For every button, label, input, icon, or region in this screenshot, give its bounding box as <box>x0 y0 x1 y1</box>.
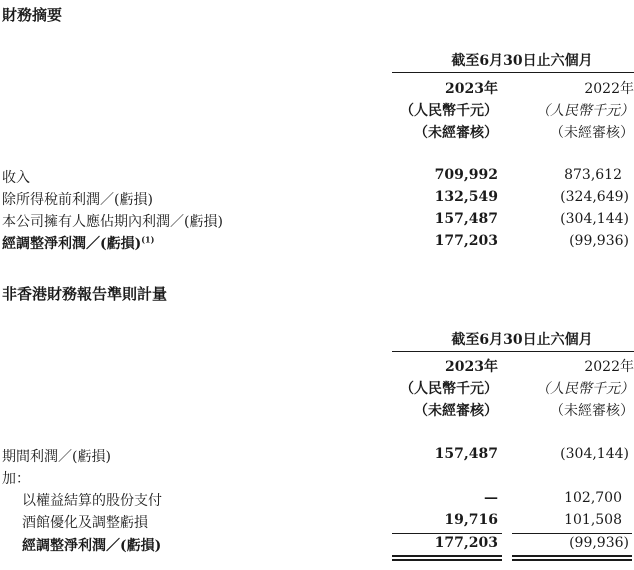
total-double-rule-2023-b <box>392 559 502 561</box>
row-value-2022-adjusted-net-profit: (99,936) <box>569 233 629 249</box>
col-2022-year-2: 2022年 <box>584 359 634 375</box>
row-value-2022-adjusted-net-profit-2: (99,936) <box>569 535 629 551</box>
col-2023-currency-2: （人民幣千元） <box>400 381 498 397</box>
col-2022-audit: （未經審核） <box>550 125 634 141</box>
row-label-period-profit: 期間利潤／(虧損) <box>2 449 111 465</box>
col-2023-audit: （未經審核） <box>414 125 498 141</box>
subtotal-rule-2023 <box>392 533 502 534</box>
col-2023-audit-2: （未經審核） <box>414 403 498 419</box>
row-label-profit-attributable: 本公司擁有人應佔期內利潤／(虧損) <box>2 214 223 230</box>
row-value-2022-revenue: 873,612 <box>564 167 622 183</box>
row-label-add: 加： <box>2 471 30 487</box>
row-value-2023-profit-before-tax: 132,549 <box>434 189 498 205</box>
row-value-2023-adjusted-net-profit-2: 177,203 <box>434 535 498 551</box>
row-value-2022-tavern-optimization-loss: 101,508 <box>564 512 622 528</box>
col-2022-currency: （人民幣千元） <box>536 103 634 119</box>
section-title-financial-summary: 財務摘要 <box>2 6 63 24</box>
period-header-2: 截至6月30日止六個月 <box>451 332 593 348</box>
row-value-2022-period-profit: (304,144) <box>560 446 629 462</box>
col-2022-currency-2: （人民幣千元） <box>536 381 634 397</box>
period-header-rule <box>392 72 634 73</box>
total-double-rule-2022-b <box>512 559 632 561</box>
row-value-2022-profit-before-tax: (324,649) <box>560 189 629 205</box>
row-value-2023-period-profit: 157,487 <box>434 446 498 462</box>
col-2022-year: 2022年 <box>584 81 634 97</box>
row-value-2022-profit-attributable: (304,144) <box>560 211 629 227</box>
row-label-adjusted-net-profit-2: 經調整淨利潤／(虧損) <box>22 538 162 554</box>
total-double-rule-2023-a <box>392 555 502 557</box>
period-header-rule-2 <box>392 351 634 352</box>
total-double-rule-2022-a <box>512 555 632 557</box>
col-2023-currency: （人民幣千元） <box>400 103 498 119</box>
row-value-2023-revenue: 709,992 <box>434 167 498 183</box>
row-value-2022-share-based-payment: 102,700 <box>564 490 622 506</box>
subtotal-rule-2022 <box>512 533 632 534</box>
row-value-2023-tavern-optimization-loss: 19,716 <box>444 512 498 528</box>
row-label-adjusted-net-profit: 經調整淨利潤／(虧損)$^{(1)}$ <box>2 234 155 252</box>
section-title-non-hkfrs: 非香港財務報告準則計量 <box>2 285 168 303</box>
row-value-2023-adjusted-net-profit: 177,203 <box>434 233 498 249</box>
row-label-share-based-payment: 以權益結算的股份支付 <box>22 493 162 509</box>
col-2022-audit-2: （未經審核） <box>550 403 634 419</box>
col-2023-year-2: 2023年 <box>445 359 498 375</box>
row-label-tavern-optimization-loss: 酒館優化及調整虧損 <box>22 515 148 531</box>
row-value-2023-share-based-payment: — <box>484 490 498 506</box>
footnote-marker: (1) <box>141 234 155 245</box>
row-label-revenue: 收入 <box>2 170 30 186</box>
row-value-2023-profit-attributable: 157,487 <box>434 211 498 227</box>
col-2023-year: 2023年 <box>445 81 498 97</box>
row-label-profit-before-tax: 除所得稅前利潤／(虧損) <box>2 192 153 208</box>
period-header: 截至6月30日止六個月 <box>451 53 593 69</box>
